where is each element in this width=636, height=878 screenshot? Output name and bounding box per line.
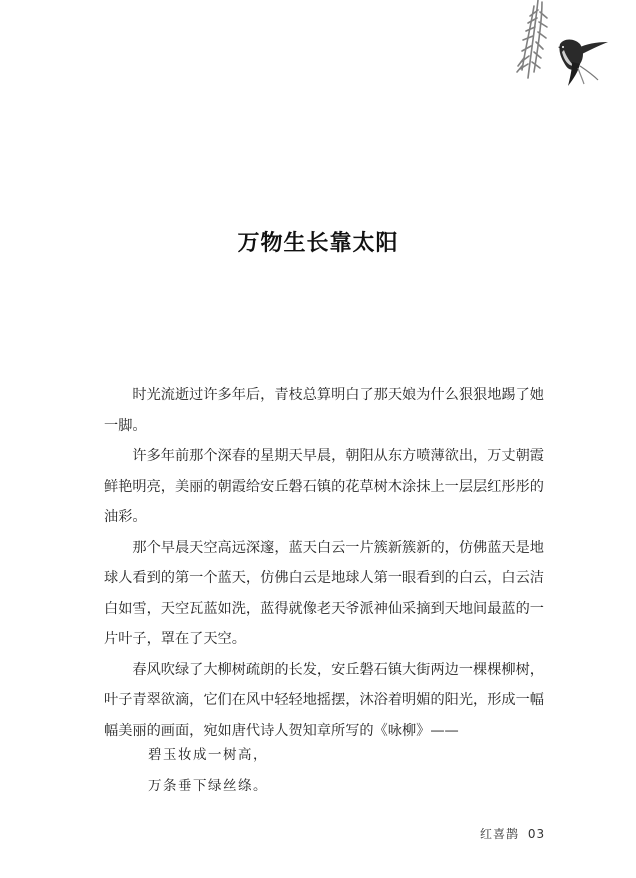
paragraph: 许多年前那个深春的星期天早晨，朝阳从东方喷薄欲出，万丈朝霞鲜艳明亮，美丽的朝霞给安丘磐石镇的花草树木涂抹上一层层红彤彤的油彩。	[104, 448, 544, 525]
paragraph: 春风吹绿了大柳树疏朗的长发，安丘磐石镇大街两边一棵棵柳树，叶子青翠欲滴，它们在风中轻轻地摇摆，沐浴着明媚的阳光，形成一幅幅美丽的画面，宛如唐代诗人贺知章所写的《咏柳》——	[104, 661, 544, 739]
chapter-title: 万物生长靠太阳	[237, 230, 399, 256]
chapter-body	[104, 380, 544, 746]
page-number: 03	[527, 827, 546, 841]
willow-swallow-illustration-icon	[498, 0, 610, 90]
poem-line: 碧玉妆成一树高，	[148, 747, 268, 763]
page-footer	[480, 825, 545, 842]
poem-quote	[148, 740, 268, 802]
paragraph: 那个早晨天空高远深邃，蓝天白云一片簇新簇新的，仿佛蓝天是地球人看到的第一个蓝天，仿佛白云是地球人第一眼看到的白云，白云洁白如雪，天空瓦蓝如洗，蓝得就像老天爷派神仙采摘到天地间最蓝的一片叶子，罩在了天空。	[104, 539, 544, 647]
paragraph: 时光流逝过许多年后，青枝总算明白了那天娘为什么狠狠地踢了她一脚。	[104, 387, 544, 434]
poem-line: 万条垂下绿丝绦。	[148, 778, 268, 794]
running-book-title: 红喜鹊	[480, 827, 520, 841]
